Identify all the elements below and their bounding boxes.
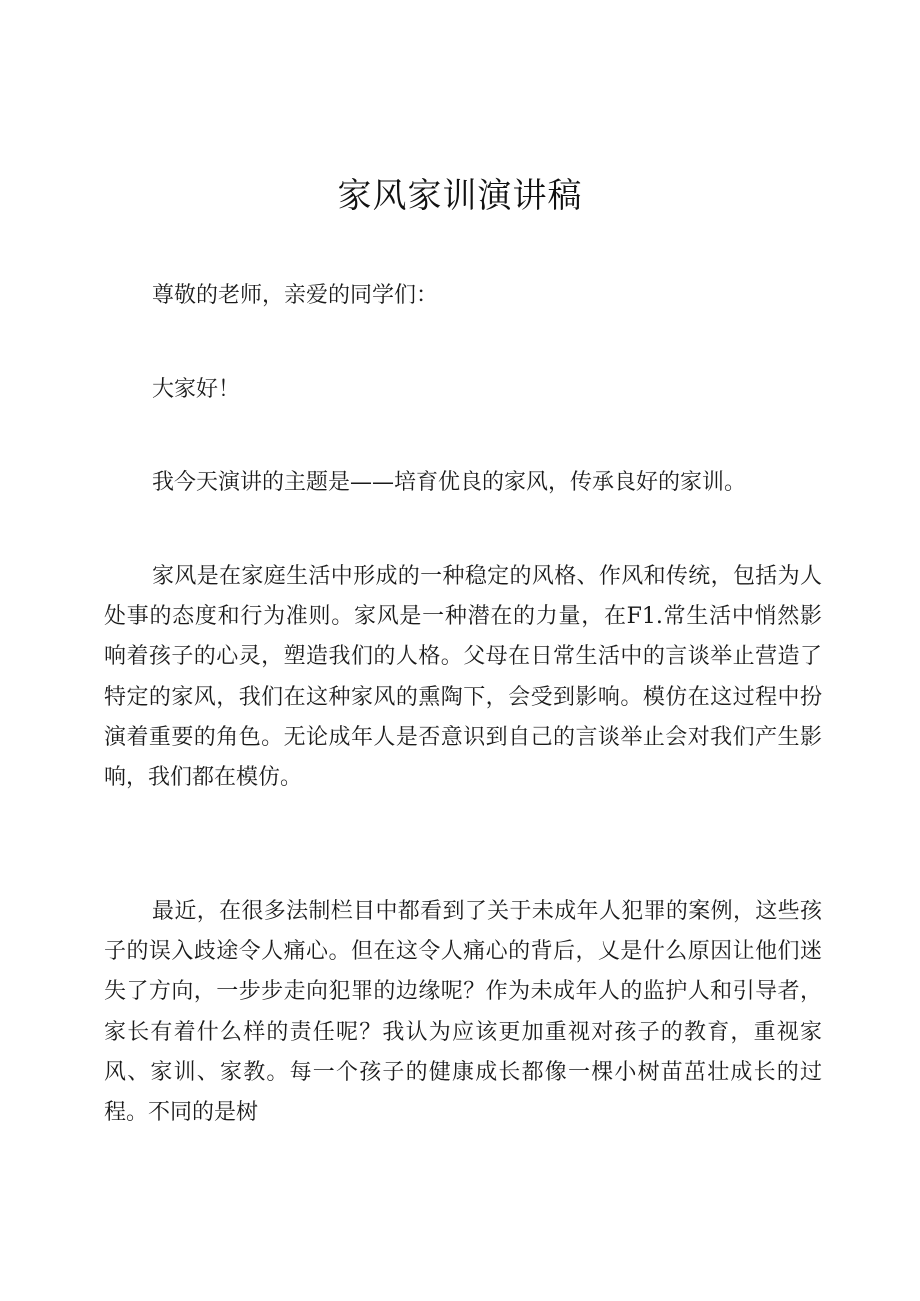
theme-statement: 我今天演讲的主题是——培育优良的家风，传承良好的家训。 — [152, 470, 747, 495]
page-title: 家风家训演讲稿 — [337, 176, 583, 216]
salutation-line: 尊敬的老师，亲爱的同学们： — [152, 283, 439, 308]
greeting-line: 大家好！ — [152, 377, 241, 402]
paragraph-family-style: 家风是在家庭生活中形成的一种稳定的风格、作风和传统，包括为人处事的态度和行为准则。家风是一种潜在的力量，在F1.常生活中悄然影响着孩子的心灵，塑造我们的人格。父母在日常生活中的言谈举止营造了特定的家风，我们在这种家风的熏陶下，会受到影响。模仿在这过程中扮演着重要的角色。无论成年人是否意识到自己的言谈举止会对我们产生影响，我们都在模仿。 — [104, 564, 822, 791]
paragraph-juvenile-crime: 最近，在很多法制栏目中都看到了关于未成年人犯罪的案例，这些孩子的误入歧途令人痛心。但在这令人痛心的背后，乂是什么原因让他们迷失了方向，一步步走向犯罪的边缘呢？作为未成年人的监护人和引导者，家长有着什么样的责任呢？我认为应该更加重视对孩子的教育，重视家风、家训、家教。每一个孩子的健康成长都像一棵小树苗茁壮成长的过程。不同的是树 — [104, 899, 822, 1126]
